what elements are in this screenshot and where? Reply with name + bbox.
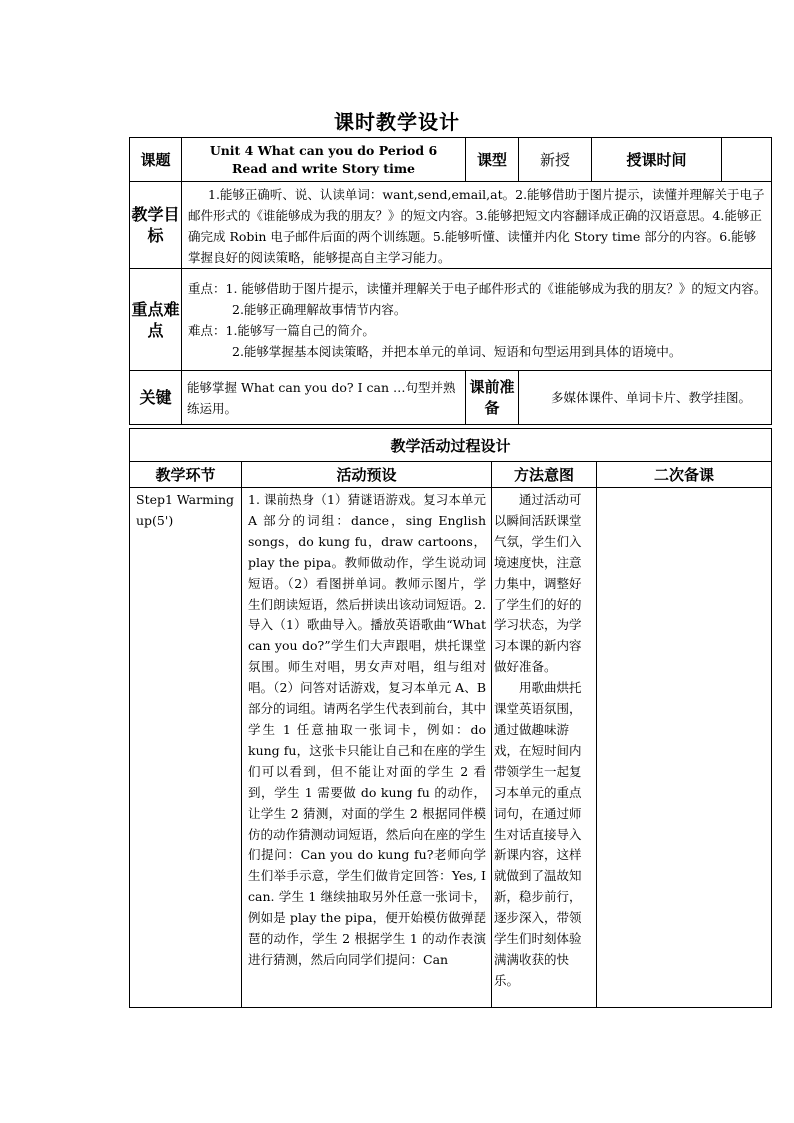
topic-value <box>182 138 466 182</box>
topic-label: 课题 <box>130 138 182 182</box>
difficulty-2: 2.能够掌握基本阅读策略，并把本单元的单词、短语和句型运用到具体的语境中。 <box>232 343 682 359</box>
goals-text: 1.能够正确听、说、认读单词：want,send,email,at。2.能够借助于图片提示，读懂并理解关于电子邮件形式的《谁能够成为我的朋友？》的短文内容。3.能够把短文内容翻译成正确的汉语意思。4.能够正确完成 Robin 电子邮件后面的两个训练题。5.能够听懂、读懂并内化 Story time 部分的内容。6.能够掌握良好的阅读策略，能够提高自主学习能力。 <box>182 182 772 269</box>
page-title: 课时教学设计 <box>334 110 460 134</box>
step-cell: Step1 Warming up(5') <box>130 488 242 1008</box>
col-step-header: 教学环节 <box>130 462 242 488</box>
process-title: 教学活动过程设计 <box>130 429 772 462</box>
type-label: 课型 <box>466 138 519 182</box>
method-cell <box>492 488 597 1008</box>
critical-text: 能够掌握 What can you do? I can …句型并熟练运用。 <box>182 371 466 425</box>
col-activity-header: 活动预设 <box>242 462 492 488</box>
key-points-text <box>182 269 772 371</box>
prep-label: 课前准备 <box>466 371 519 425</box>
time-label: 授课时间 <box>592 138 722 182</box>
col-second-header: 二次备课 <box>597 462 772 488</box>
prep-text: 多媒体课件、单词卡片、教学挂图。 <box>519 371 772 425</box>
method-para-2: 用歌曲烘托课堂英语氛围，通过做趣味游戏，在短时间内带领学生一起复习本单元的重点词句，在通过师生对话直接导入新课内容，这样就做到了温故知新，稳步前行，逐步深入，带领学生们时刻体验满满收获的快乐。 <box>494 680 582 988</box>
goals-label: 教学目标 <box>130 182 182 269</box>
topic-line-1: Unit 4 What can you do Period 6 <box>209 142 438 158</box>
type-value: 新授 <box>519 138 592 182</box>
time-value <box>722 138 772 182</box>
difficulty-1: 难点：1.能够写一篇自己的简介。 <box>188 322 375 338</box>
critical-label: 关键 <box>130 371 182 425</box>
activity-cell: 1. 课前热身（1）猜谜语游戏。复习本单元 A 部分的词组：dance，sing English songs，do kung fu，draw cartoons，play the pipa。教师做动作，学生说动词短语。（2）看图拼单词。教师示图片，学生们朗读短语，然后拼读出该动词短语。2.导入（1）歌曲导入。播放英语歌曲“What can you do?”学生们大声跟唱，烘托课堂氛围。师生对唱，男女声对唱，组与组对唱。（2）问答对话游戏，复习本单元 A、B 部分的词组。请两名学生代表到前台，其中学生 1 任意抽取一张词卡，例如：do kung fu，这张卡只能让自己和在座的学生们可以看到，但不能让对面的学生 2 看到，学生 1 需要做 do kung fu 的动作，让学生 2 猜测，对面的学生 2 根据同伴模仿的动作猜测动词短语，然后向在座的学生们提问：Can you do kung fu?老师向学生们举手示意，学生们做肯定回答：Yes, I can. 学生 1 继续抽取另外任意一张词卡，例如是 play the pipa，便开始模仿做弹琵琶的动作，学生 2 根据学生 1 的动作表演进行猜测，然后向同学们提问：Can <box>242 488 492 1008</box>
method-para-1: 通过活动可以瞬间活跃课堂气氛，学生们入境速度快，注意力集中，调整好了学生们的好的学习状态，为学习本课的新内容做好准备。 <box>494 492 582 675</box>
col-method-header: 方法意图 <box>492 462 597 488</box>
key-point-2: 2.能够正确理解故事情节内容。 <box>232 301 407 317</box>
process-table <box>129 428 772 1008</box>
topic-line-2: Read and write Story time <box>231 160 416 176</box>
key-points-label: 重点难点 <box>130 269 182 371</box>
key-point-1: 重点：1. 能够借助于图片提示，读懂并理解关于电子邮件形式的《谁能够成为我的朋友？》的短文内容。 <box>188 280 767 296</box>
second-prep-cell <box>597 488 772 1008</box>
lesson-info-table <box>129 137 772 425</box>
